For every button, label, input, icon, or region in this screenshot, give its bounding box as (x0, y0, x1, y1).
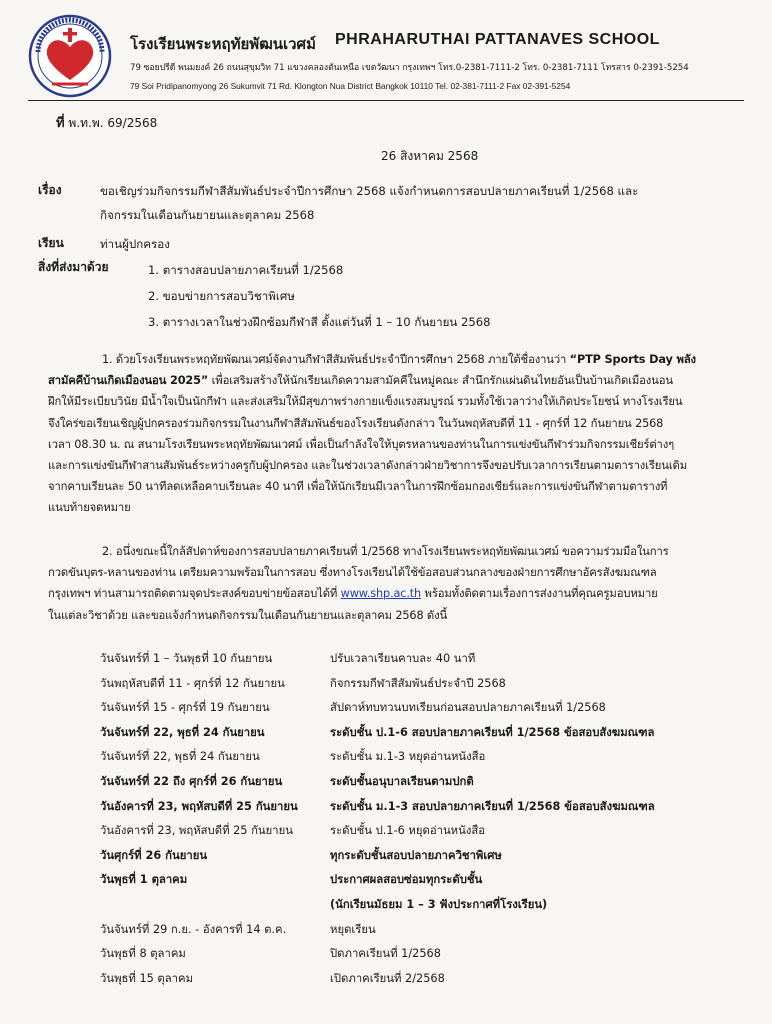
reference-value: พ.ท.พ. 69/2568 (68, 116, 158, 130)
schedule-row (100, 917, 760, 942)
schedule-row (100, 671, 760, 696)
paragraph-line: และการแข่งขันกีฬาสานสัมพันธ์ระหว่างครูกับผู้ปกครอง และในช่วงเวลาดังกล่าวฝ่ายวิชาการจึงขอปรับเวลาการเรียนตามตารางเรียนเดิม (48, 459, 688, 473)
schedule-row (100, 720, 760, 745)
letter-date: 26 สิงหาคม 2568 (381, 149, 479, 163)
website-link[interactable]: www.shp.ac.th (340, 587, 422, 601)
paragraph-line (48, 370, 770, 391)
school-seal-logo (28, 14, 112, 98)
recipient-value: ท่านผู้ปกครอง (100, 237, 170, 251)
enclosure-item: 2. ขอบข่ายการสอบวิชาพิเศษ (148, 289, 295, 303)
paragraph-line (48, 349, 770, 370)
reference-prefix: ที่ (56, 116, 65, 131)
schedule-date: วันจันทร์ที่ 1 – วันพุธที่ 10 กันยายน (100, 652, 273, 665)
schedule-list (100, 646, 760, 990)
paragraph-line: จากคาบเรียนละ 50 นาทีลดเหลือคาบเรียนละ 40 นาที เพื่อให้นักเรียนมีเวลาในการฝึกซ้อมกองเชียร์และการแข่งขันกีฬาตามตารางที่ (48, 480, 668, 494)
schedule-activity: ระดับชั้น ป.1-6 หยุดอ่านหนังสือ (330, 824, 486, 838)
subject-line-1: ขอเชิญร่วมกิจกรรมกีฬาสีสัมพันธ์ประจำปีการศึกษา 2568 แจ้งกำหนดการสอบปลายภาคเรียนที่ 1/2568 และ (100, 184, 639, 198)
schedule-date: วันอังคารที่ 23, พฤหัสบดีที่ 25 กันยายน (100, 824, 293, 838)
schedule-row (100, 744, 760, 769)
event-title-part-1: “PTP Sports Day พลัง (569, 353, 696, 366)
school-name-thai: โรงเรียนพระหฤทัยพัฒนเวศม์ (130, 35, 316, 53)
paragraph-line (48, 583, 770, 604)
paragraph-text: 1. ด้วยโรงเรียนพระหฤทัยพัฒนเวศม์จัดงานกีฬาสีสัมพันธ์ประจำปีการศึกษา 2568 ภายใต้ชื่องานว่า (102, 353, 570, 366)
schedule-activity: ประกาศผลสอบซ่อมทุกระดับชั้น (330, 873, 483, 887)
event-title-part-2: สามัคคีบ้านเกิดเมืองนอน 2025” (48, 374, 209, 388)
address-english: 79 Soi Pridipanomyong 26 Sukumvit 71 Rd. Klongton Nua District Bangkok 10110 Tel. 02-381-7111-2 Fax 02-391-5254 (130, 81, 571, 91)
schedule-row (100, 941, 760, 966)
schedule-date: วันจันทร์ที่ 22 ถึง ศุกร์ที่ 26 กันยายน (100, 774, 283, 788)
address-thai: 79 ซอยปรีดี พนมยงค์ 26 ถนนสุขุมวิท 71 แขวงคลองตันเหนือ เขตวัฒนา กรุงเทพฯ โทร.0-2381-7111-2 โทร. 0-2381-7111 โทรสาร 0-2391-5254 (130, 63, 689, 73)
schedule-row (100, 794, 760, 819)
paragraph-2 (48, 541, 770, 626)
schedule-activity: ระดับชั้นอนุบาลเรียนตามปกติ (330, 774, 474, 788)
schedule-activity: สัปดาห์ทบทวนบทเรียนก่อนสอบปลายภาคเรียนที่ 1/2568 (330, 701, 606, 715)
schedule-activity: ระดับชั้น ม.1-3 สอบปลายภาคเรียนที่ 1/2568 ข้อสอบสังฆมณฑล (330, 799, 655, 813)
paragraph-text: กรุงเทพฯ ท่านสามารถติดตามจุดประสงค์ขอบข่ายข้อสอบได้ที่ (48, 587, 341, 601)
paragraph-line: แนบท้ายจดหมาย (48, 501, 131, 515)
letterhead-divider (28, 100, 744, 101)
schedule-row (100, 892, 760, 917)
schedule-activity: หยุดเรียน (330, 922, 376, 936)
schedule-row (100, 646, 760, 671)
schedule-row (100, 867, 760, 892)
paragraph-line: กวดขันบุตร-หลานของท่าน เตรียมความพร้อมในการสอบ ซึ่งทางโรงเรียนได้ใช้ข้อสอบส่วนกลางของฝ่ายการศึกษาอัครสังฆมณฑล (48, 566, 657, 580)
enclosure-item: 1. ตารางสอบปลายภาคเรียนที่ 1/2568 (148, 263, 344, 277)
enclosure-item: 3. ตารางเวลาในช่วงฝึกซ้อมกีฬาสี ตั้งแต่วันที่ 1 – 10 กันยายน 2568 (148, 315, 491, 329)
enclosures-label: สิ่งที่ส่งมาด้วย (38, 260, 109, 274)
subject-label: เรื่อง (38, 183, 62, 197)
paragraph-line: จึงใคร่ขอเรียนเชิญผู้ปกครองร่วมกิจกรรมในงานกีฬาสีสัมพันธ์ของโรงเรียนดังกล่าว ในวันพฤหัสบดีที่ 11 - ศุกร์ที่ 12 กันยายน 2568 (48, 416, 664, 430)
reference-number (56, 112, 157, 133)
schedule-activity: ปิดภาคเรียนที่ 1/2568 (330, 947, 441, 961)
schedule-date: วันจันทร์ที่ 22, พุธที่ 24 กันยายน (100, 725, 265, 739)
schedule-activity: ระดับชั้น ม.1-3 หยุดอ่านหนังสือ (330, 750, 486, 764)
paragraph-line: ในแต่ละวิชาด้วย และขอแจ้งกำหนดกิจกรรมในเดือนกันยายนและตุลาคม 2568 ดังนี้ (48, 608, 448, 622)
schedule-date: วันพุธที่ 15 ตุลาคม (100, 971, 194, 985)
schedule-row (100, 695, 760, 720)
schedule-row (100, 843, 760, 868)
schedule-date: วันพุธที่ 8 ตุลาคม (100, 947, 186, 961)
schedule-date: วันพฤหัสบดีที่ 11 - ศุกร์ที่ 12 กันยายน (100, 676, 285, 690)
schedule-date: วันศุกร์ที่ 26 กันยายน (100, 848, 208, 862)
recipient-label: เรียน (38, 236, 64, 250)
schedule-date: วันจันทร์ที่ 22, พุธที่ 24 กันยายน (100, 750, 260, 764)
schedule-activity: กิจกรรมกีฬาสีสัมพันธ์ประจำปี 2568 (330, 676, 506, 690)
schedule-row (100, 818, 760, 843)
schedule-activity: เปิดภาคเรียนที่ 2/2568 (330, 971, 445, 985)
schedule-row (100, 769, 760, 794)
paragraph-text: เพื่อเสริมสร้างให้นักเรียนเกิดความสามัคคีในหมู่คณะ สำนึกรักแผ่นดินไทยอันเป็นบ้านเกิดเมืองนอน (208, 374, 673, 388)
paragraph-line: ฝึกให้มีระเบียบวินัย มีน้ำใจเป็นนักกีฬา และส่งเสริมให้มีสุขภาพร่างกายแข็งแรงสมบูรณ์ รวมทั้งใช้เวลาว่างให้เกิดประโยชน์ ทางโรงเรียน (48, 395, 683, 409)
schedule-date: วันพุธที่ 1 ตุลาคม (100, 873, 188, 887)
schedule-activity: ทุกระดับชั้นสอบปลายภาควิชาพิเศษ (330, 848, 502, 862)
schedule-activity: ระดับชั้น ป.1-6 สอบปลายภาคเรียนที่ 1/2568 ข้อสอบสังฆมณฑล (330, 725, 655, 739)
schedule-date: วันจันทร์ที่ 15 - ศุกร์ที่ 19 กันยายน (100, 701, 270, 715)
paragraph-line: 2. อนึ่งขณะนี้ใกล้สัปดาห์ของการสอบปลายภาคเรียนที่ 1/2568 ทางโรงเรียนพระหฤทัยพัฒนเวศม์ ขอความร่วมมือในการ (102, 545, 669, 558)
paragraph-line: เวลา 08.30 น. ณ สนามโรงเรียนพระหฤทัยพัฒนเวศม์ เพื่อเป็นกำลังใจให้บุตรหลานของท่านในการแข่งขันกีฬาร่วมกิจกรรมเชียร์ต่างๆ (48, 437, 675, 451)
schedule-row (100, 966, 760, 991)
paragraph-1 (48, 349, 770, 519)
schedule-activity: (นักเรียนมัธยม 1 – 3 ฟังประกาศที่โรงเรียน) (330, 897, 548, 911)
school-name-english: PHRAHARUTHAI PATTANAVES SCHOOL (335, 31, 660, 48)
schedule-date: วันอังคารที่ 23, พฤหัสบดีที่ 25 กันยายน (100, 799, 298, 813)
schedule-activity: ปรับเวลาเรียนคาบละ 40 นาที (330, 652, 476, 665)
schedule-date: วันจันทร์ที่ 29 ก.ย. - อังคารที่ 14 ต.ค. (100, 922, 287, 936)
subject-line-2: กิจกรรมในเดือนกันยายนและตุลาคม 2568 (100, 208, 315, 222)
paragraph-text: พร้อมทั้งติดตามเรื่องการส่งงานที่คุณครูมอบหมาย (421, 587, 658, 601)
